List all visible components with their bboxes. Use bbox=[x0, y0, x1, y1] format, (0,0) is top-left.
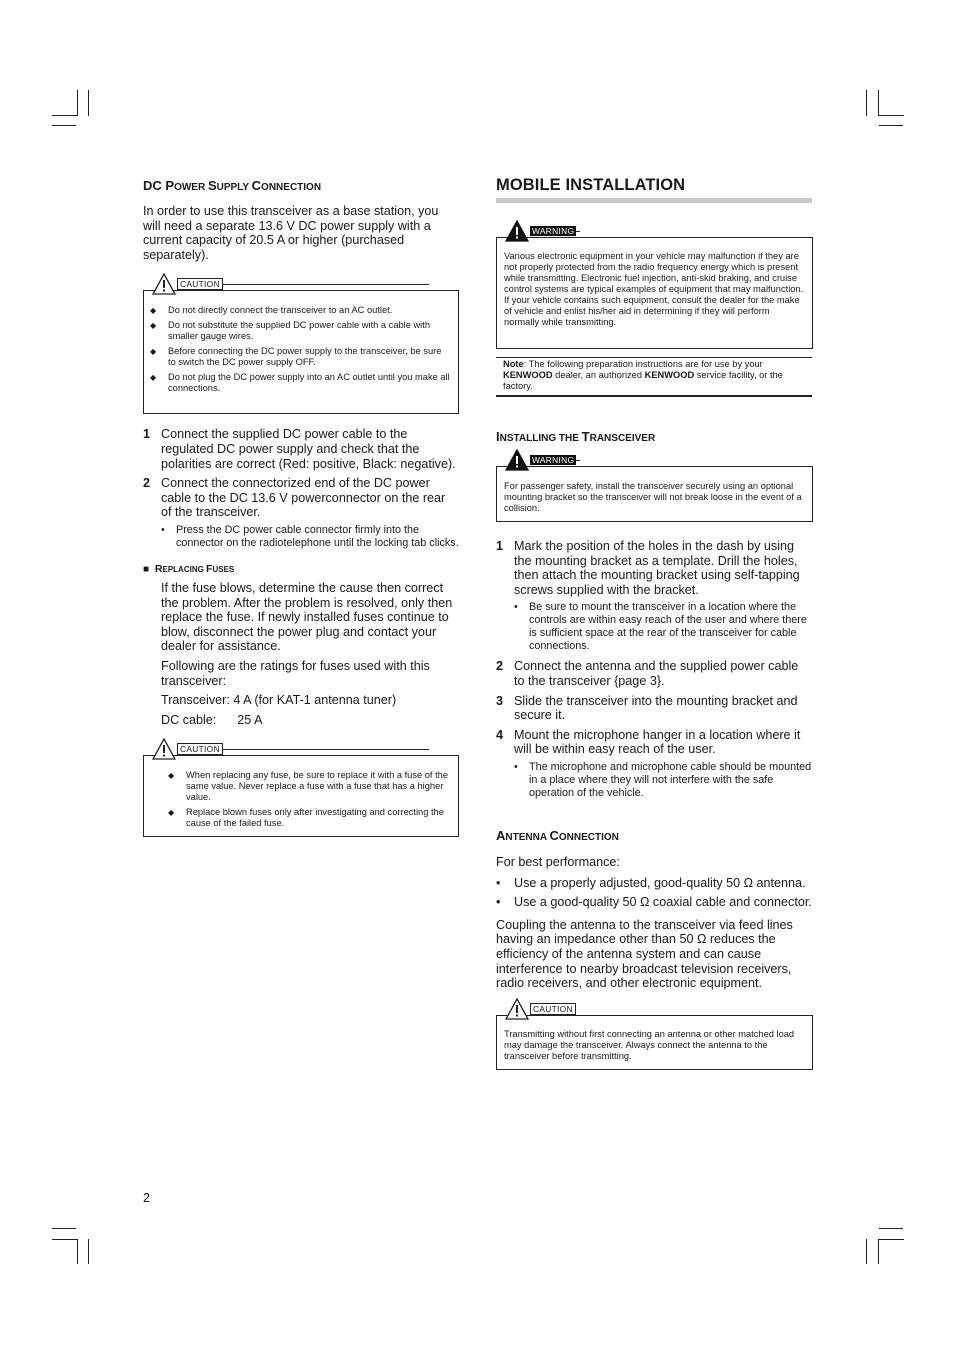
fuse-paragraph: If the fuse blows, determine the cause then correct the problem. After the problem is resolved, only then replace the fuse. If newly installed fuses continue to blow, disconnect the power plug and contact your dealer for assistance. bbox=[161, 580, 453, 654]
warning-triangle-icon bbox=[505, 449, 529, 471]
caution-tag bbox=[152, 273, 429, 295]
right-column bbox=[496, 176, 812, 1070]
fuse-ratings-intro: Following are the ratings for fuses used with this transceiver: bbox=[161, 658, 430, 688]
caution-item: ◆ Do not substitute the supplied DC power cable with a cable with smaller gauge wires. bbox=[150, 320, 431, 342]
page-number: 2 bbox=[143, 1191, 151, 1205]
mobile-installation-title: MOBILE INSTALLATION bbox=[496, 176, 686, 194]
crop-mark bbox=[866, 90, 867, 116]
step-sub-item: • Be sure to mount the transceiver in a location where the controls are within easy reach of the user and where there is sufficient space at the rear of the transceiver for cable connections. bbox=[514, 601, 807, 653]
square-bullet-icon: ■ bbox=[143, 563, 150, 575]
caution-box bbox=[143, 744, 459, 837]
warning-triangle-icon bbox=[505, 998, 529, 1020]
step-item: 4 Mount the microphone hanger in a location where it will be within easy reach of the user. bbox=[496, 727, 801, 757]
installing-heading: INSTALLING THE TRANSCEIVER bbox=[496, 429, 656, 444]
caution-box: CAUTION Transmitting without first connecting an antenna or other matched load may damage the transceiver. Always connect the antenna to the transceiver before transmitting. bbox=[496, 1015, 813, 1070]
warning-triangle-icon bbox=[152, 738, 176, 760]
left-column bbox=[143, 178, 459, 837]
crop-mark bbox=[879, 125, 903, 126]
caution-label: CAUTION bbox=[177, 743, 223, 755]
warning-box: WARNING For passenger safety, install the transceiver securely using an optional mounting bracket so the transceiver will not break loose in the event of a collision. bbox=[496, 466, 813, 522]
crop-mark bbox=[878, 90, 879, 116]
caution-item: ◆ Before connecting the DC power supply to the transceiver, be sure to switch the DC power supply OFF. bbox=[150, 346, 442, 368]
crop-mark bbox=[879, 1228, 903, 1229]
crop-mark bbox=[77, 90, 78, 116]
warning-label: WARNING bbox=[532, 455, 575, 465]
crop-mark bbox=[77, 1239, 78, 1264]
step-sub-item: • The microphone and microphone cable should be mounted in a place where they will not interfere with the safe operation of the vehicle. bbox=[514, 760, 812, 799]
caution-tag bbox=[505, 998, 576, 1020]
warning-box: WARNING Various electronic equipment in your vehicle may malfunction if they are not properly protected from the radio frequency energy which is present while transmitting. Electronic fuel injection, anti-skid braking, and cruise control systems are typical examples of equipment that may malfunction. If your vehicle contains such equipment, consult the dealer for the make of vehicle and enlist his/her aid in determining if they will perform normally while transmitting. bbox=[496, 237, 813, 349]
warning-triangle-icon bbox=[152, 273, 176, 295]
title-rule bbox=[496, 198, 812, 203]
warning-tag bbox=[505, 220, 580, 242]
crop-mark bbox=[88, 1239, 89, 1264]
replacing-fuses-heading: ■ REPLACING FUSES bbox=[143, 562, 235, 575]
caution-tag bbox=[152, 738, 429, 760]
dc-power-heading: DC POWER SUPPLY CONNECTION bbox=[143, 178, 322, 193]
caution-label: CAUTION bbox=[177, 278, 223, 290]
intro-paragraph: In order to use this transceiver as a base station, you will need a separate 13.6 V DC power supply with a current capacity of 20.5 A or higher (purchased separately). bbox=[143, 204, 439, 262]
warning-triangle-icon bbox=[505, 220, 529, 242]
caution-item: ◆ When replacing any fuse, be sure to replace it with a fuse of the same value. Never replace a fuse with a fuse that has a higher value. bbox=[168, 770, 449, 803]
step-item: 2 Connect the antenna and the supplied power cable to the transceiver {page 3}. bbox=[496, 659, 799, 688]
fuse-transceiver: Transceiver: 4 A (for KAT-1 antenna tuner) bbox=[161, 693, 397, 708]
caution-label: CAUTION bbox=[530, 1003, 576, 1015]
antenna-bullet: • Use a good-quality 50 Ω coaxial cable and connector. bbox=[496, 895, 812, 910]
note-block: Note: The following preparation instructions are for use by your KENWOOD dealer, an authorized KENWOOD service facility, or the factory. bbox=[496, 357, 812, 397]
crop-mark bbox=[878, 1239, 904, 1240]
antenna-bullet: • Use a properly adjusted, good-quality 50 Ω antenna. bbox=[496, 875, 806, 890]
warning-tag bbox=[505, 449, 580, 471]
crop-mark bbox=[52, 125, 76, 126]
crop-mark bbox=[866, 1239, 867, 1264]
caution-item: ◆ Do not plug the DC power supply into an AC outlet until you make all connections. bbox=[150, 372, 450, 394]
coupling-paragraph: Coupling the antenna to the transceiver via feed lines having an impedance other than 50 Ω reduces the efficiency of the antenna system and can cause interference to nearby broadcast television receivers, radio receivers, and other electronic equipment. bbox=[496, 917, 793, 991]
caution-item: ◆ Replace blown fuses only after investigating and correcting the cause of the failed fuse. bbox=[168, 807, 444, 829]
crop-mark bbox=[52, 1239, 78, 1240]
step-item: 3 Slide the transceiver into the mounting bracket and secure it. bbox=[496, 693, 798, 723]
caution-box bbox=[143, 279, 459, 414]
crop-mark bbox=[878, 1239, 879, 1264]
step-item: 2 Connect the connectorized end of the DC power cable to the DC 13.6 V powerconnector on the rear of the transceiver. bbox=[143, 476, 446, 520]
best-performance: For best performance: bbox=[496, 854, 620, 869]
step-item: 1 Connect the supplied DC power cable to the regulated DC power supply and check that the polarities are correct (Red: positive, Black: negative). bbox=[143, 427, 456, 471]
step-sub-item: • Press the DC power cable connector firmly into the connector on the radiotelephone until the locking tab clicks. bbox=[161, 523, 459, 549]
crop-mark bbox=[88, 90, 89, 116]
crop-mark bbox=[878, 115, 904, 116]
crop-mark bbox=[52, 115, 78, 116]
caution-item: ◆ Do not directly connect the transceiver to an AC outlet. bbox=[150, 305, 393, 316]
antenna-heading: ANTENNA CONNECTION bbox=[496, 827, 619, 843]
crop-mark bbox=[52, 1228, 76, 1229]
step-item: 1 Mark the position of the holes in the dash by using the mounting bracket as a template. Drill the holes, then attach the mounting bracket using self-tapping screws supplied with the bracket. bbox=[496, 539, 800, 597]
fuse-dc-cable: DC cable: 25 A bbox=[161, 712, 263, 727]
warning-label: WARNING bbox=[532, 226, 575, 236]
